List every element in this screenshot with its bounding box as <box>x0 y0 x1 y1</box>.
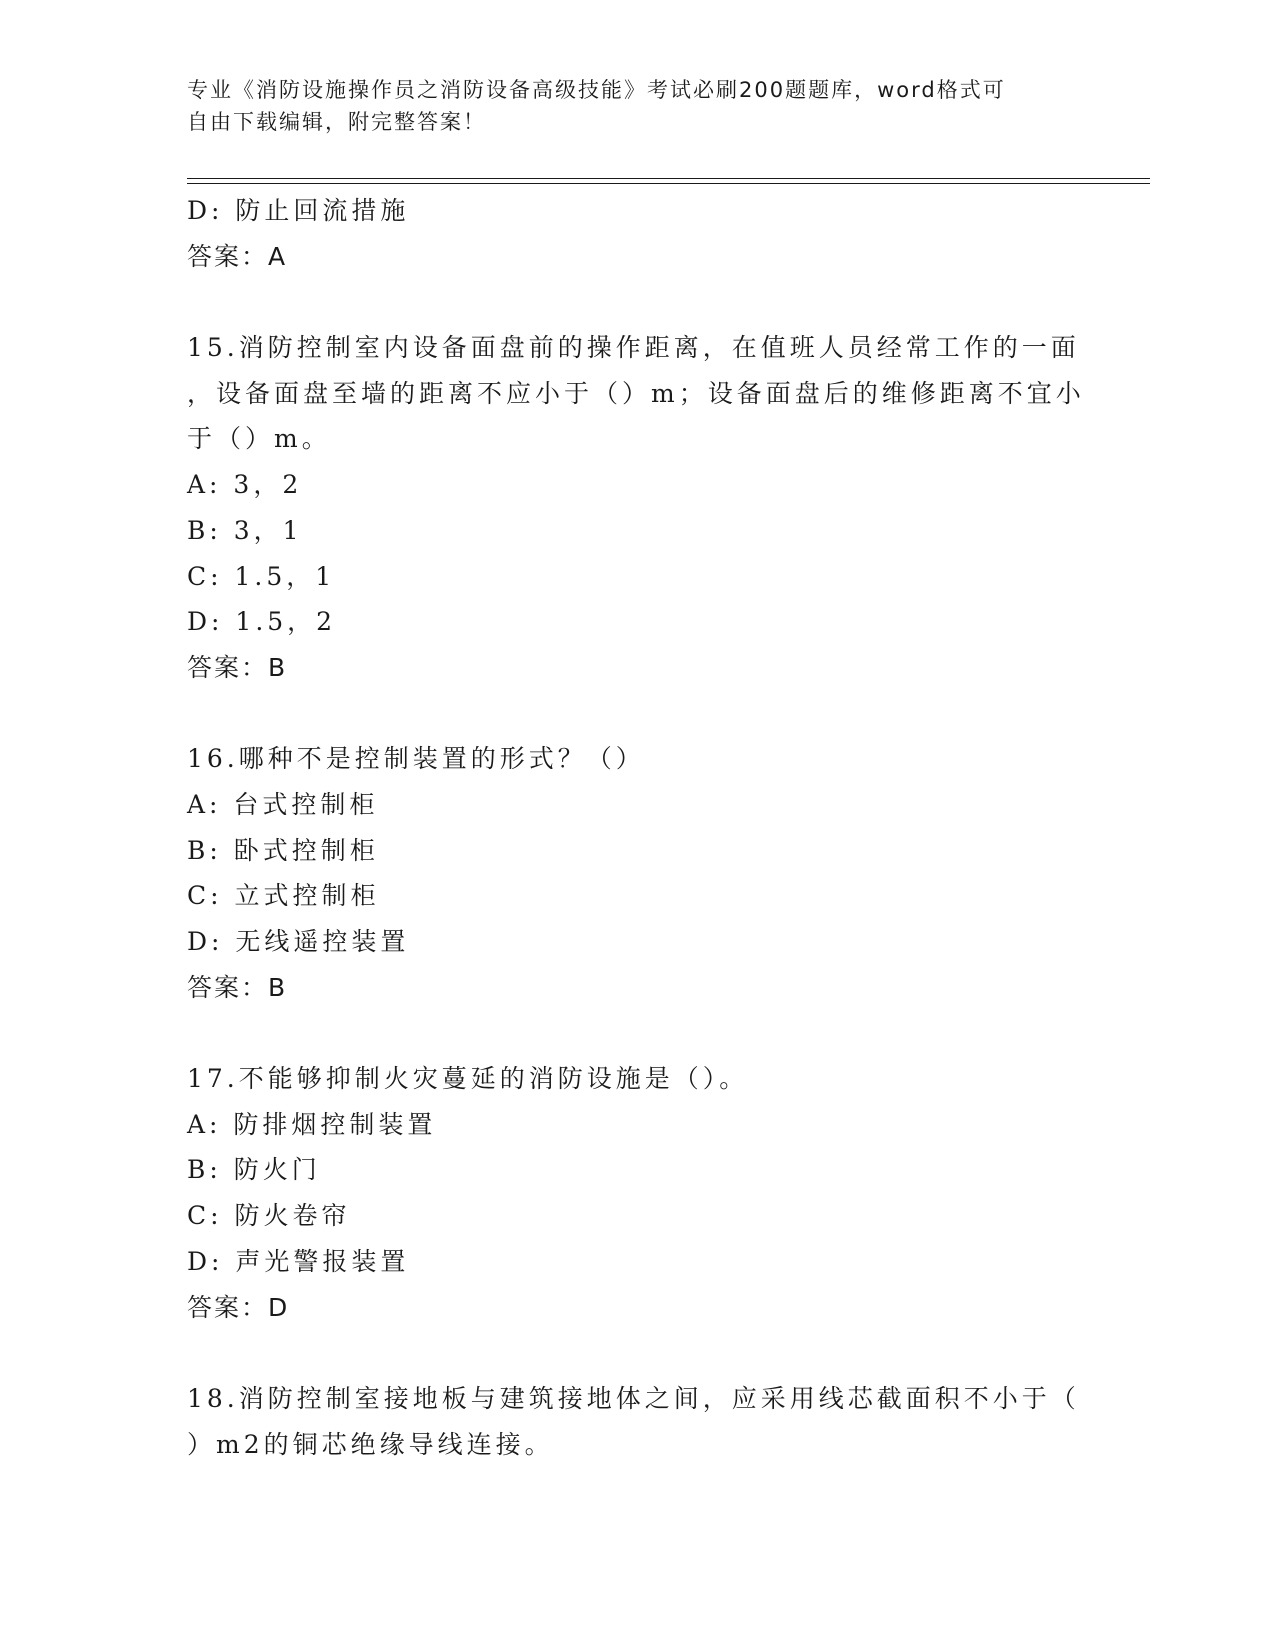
question-text-line: 17.不能够抑制火灾蔓延的消防设施是（）。 <box>187 1064 749 1094</box>
spacer <box>187 279 1087 325</box>
answer: 答案：B <box>187 972 288 1002</box>
header-divider-top <box>187 178 1150 179</box>
answer: 答案：A <box>187 241 288 271</box>
option-d: D: 防止回流措施 <box>187 196 410 225</box>
question-17 <box>187 1056 1087 1330</box>
option-a: A: 3，2 <box>187 470 303 500</box>
option-c: C: 立式控制柜 <box>187 881 380 911</box>
option-a: A: 台式控制柜 <box>187 789 379 819</box>
option-c: C: 1.5，1 <box>187 561 336 591</box>
header-divider-bottom <box>187 183 1150 184</box>
page-header <box>187 74 1067 138</box>
question-text-line: ）m2的铜芯绝缘导线连接。 <box>187 1429 554 1459</box>
question-18 <box>187 1376 1087 1467</box>
spacer <box>187 1010 1087 1056</box>
option-d: D: 1.5，2 <box>187 607 337 637</box>
option-b: B: 卧式控制柜 <box>187 835 379 865</box>
question-15 <box>187 325 1087 691</box>
question-16 <box>187 736 1087 1010</box>
answer: 答案：D <box>187 1292 290 1322</box>
option-b: B: 防火门 <box>187 1155 321 1185</box>
answer: 答案：B <box>187 652 288 682</box>
question-text-line: 于（）m。 <box>187 424 331 454</box>
spacer <box>187 691 1087 737</box>
option-d: D: 无线遥控装置 <box>187 927 410 956</box>
option-a: A: 防排烟控制装置 <box>187 1109 437 1139</box>
question-text-line: 16.哪种不是控制装置的形式？（） <box>187 744 645 774</box>
question-list <box>187 188 1087 1467</box>
option-b: B: 3，1 <box>187 515 303 545</box>
question-text-line: 18.消防控制室接地板与建筑接地体之间，应采用线芯截面积不小于（ <box>187 1383 1080 1413</box>
option-d: D: 声光警报装置 <box>187 1246 410 1276</box>
spacer <box>187 1330 1087 1376</box>
question-text-line: 15.消防控制室内设备面盘前的操作距离，在值班人员经常工作的一面 <box>187 333 1080 363</box>
option-c: C: 防火卷帘 <box>187 1201 351 1231</box>
question-text-line: ，设备面盘至墙的距离不应小于（）m；设备面盘后的维修距离不宜小 <box>187 378 1085 408</box>
question-14-tail <box>187 188 1087 279</box>
header-title-line-1: 专业《消防设施操作员之消防设备高级技能》考试必刷200题题库，word格式可 <box>187 78 1006 102</box>
header-title-line-2: 自由下载编辑，附完整答案！ <box>187 110 486 134</box>
